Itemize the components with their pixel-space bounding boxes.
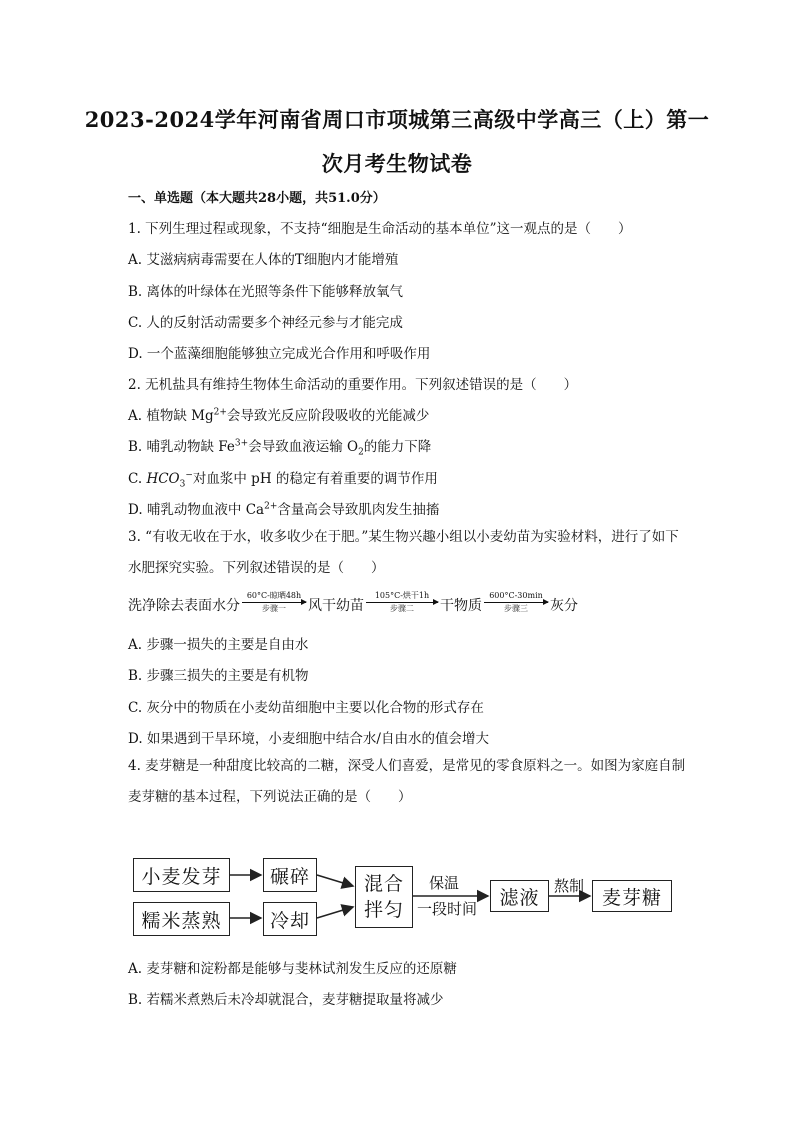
option-text: 会导致光反应阶段吸收的光能减少 [226,408,430,424]
label-keep-warm: 保温 [429,874,460,892]
question-1-option-b: B. 离体的叶绿体在光照等条件下能够释放氧气 [128,284,404,300]
arrow-shaft [484,602,548,603]
maltose-process-diagram [130,852,680,942]
question-3-option-a: A. 步骤一损失的主要是自由水 [128,637,309,653]
page-title-line1: 2023-2024学年河南省周口市项城第三高级中学高三（上）第一 [84,107,710,132]
arrow-shaft [242,602,306,603]
flow-arrow-2 [366,591,438,614]
option-text: 的能力下降 [363,439,432,455]
arrow-2-above: 105°C-烘干1h [374,591,430,600]
question-2-option-d [128,498,439,518]
option-text: 对血浆中 pH 的稳定有着重要的调节作用 [192,471,438,487]
question-2-option-b [128,435,431,458]
formula: HCO [146,471,180,487]
flow-mid-2: 干物质 [440,597,482,614]
superscript: 2+ [264,501,278,512]
question-3-stem: 3. “有收无收在于水，收多收少在于肥。”某生物兴趣小组以小麦幼苗为实验材料，进行了如下水肥探究实验。下列叙述错误的是（ ） [128,529,679,576]
option-text: 含量高会导致肌肉发生抽搐 [277,502,440,518]
label-period: 一段时间 [417,900,478,918]
box-maltose: 麦芽糖 [592,880,672,912]
flow-arrow-1 [242,591,306,614]
subscript: 3 [179,479,186,490]
question-4-option-b: B. 若糯米煮熟后未冷却就混合，麦芽糖提取量将减少 [128,992,444,1008]
arrow-3-above: 600°C-30min [489,591,543,600]
superscript: − [185,470,193,481]
option-text: B. 哺乳动物缺 Fe [128,439,235,455]
label-boil: 熬制 [554,877,585,895]
question-3-option-c: C. 灰分中的物质在小麦幼苗细胞中主要以化合物的形式存在 [128,700,484,716]
arrow-3-below: 步骤三 [504,604,528,613]
box-mix-line2: 拌匀 [363,899,404,921]
flow-start: 洗净除去表面水分 [128,597,240,614]
page-title-line2: 次月考生物试卷 [321,151,473,176]
option-text: D. 哺乳动物血液中 Ca [128,502,265,518]
superscript: 3+ [234,438,249,449]
question-2-option-a [128,404,429,424]
arrow-1-below: 步骤一 [262,604,286,613]
question-1-option-c: C. 人的反射活动需要多个神经元参与才能完成 [128,315,403,331]
option-text: C. [128,471,147,487]
question-2-option-c [128,467,438,490]
flow-mid-1: 风干幼苗 [308,597,364,614]
option-text: A. 植物缺 Mg [128,408,214,424]
box-steamed-rice: 糯米蒸熟 [133,902,230,936]
box-cool: 冷却 [263,902,317,936]
box-crush: 碾碎 [263,858,317,892]
flow-arrow-3 [484,591,548,614]
question-1-stem: 1. 下列生理过程或现象，不支持“细胞是生命活动的基本单位”这一观点的是（ ） [128,221,632,237]
question-3-option-b: B. 步骤三损失的主要是有机物 [128,668,309,684]
arrow-2-below: 步骤二 [390,604,414,613]
box-mix-line1: 混合 [363,873,404,895]
question-4-stem: 4. 麦芽糖是一种甜度比较高的二糖，深受人们喜爱，是常见的零食原料之一。如图为家庭自制麦芽糖的基本过程，下列说法正确的是（ ） [128,758,686,805]
flow-end: 灰分 [550,597,578,614]
section-heading: 一、单选题（本大题共28小题，共51.0分） [128,191,386,206]
box-mix [355,866,413,928]
arrow-shaft [366,602,438,603]
subscript: 2 [358,447,364,458]
box-wheat-sprouting: 小麦发芽 [133,858,230,892]
question-2-stem: 2. 无机盐具有维持生物体生命活动的重要作用。下列叙述错误的是（ ） [128,377,578,393]
question-1-option-a: A. 艾滋病病毒需要在人体的T细胞内才能增殖 [128,252,399,268]
box-filtrate: 滤液 [490,880,549,912]
superscript: 2+ [213,407,227,418]
question-3-flow [128,593,578,616]
question-1-option-d: D. 一个蓝藻细胞能够独立完成光合作用和呼吸作用 [128,346,431,362]
question-3-option-d: D. 如果遇到干旱环境，小麦细胞中结合水/自由水的值会增大 [128,731,489,747]
question-4-option-a: A. 麦芽糖和淀粉都是能够与斐林试剂发生反应的还原糖 [128,961,457,977]
arrow-1-above: 60°C-晾晒48h [246,591,302,600]
option-text: 会导致血液运输 O [248,439,359,455]
